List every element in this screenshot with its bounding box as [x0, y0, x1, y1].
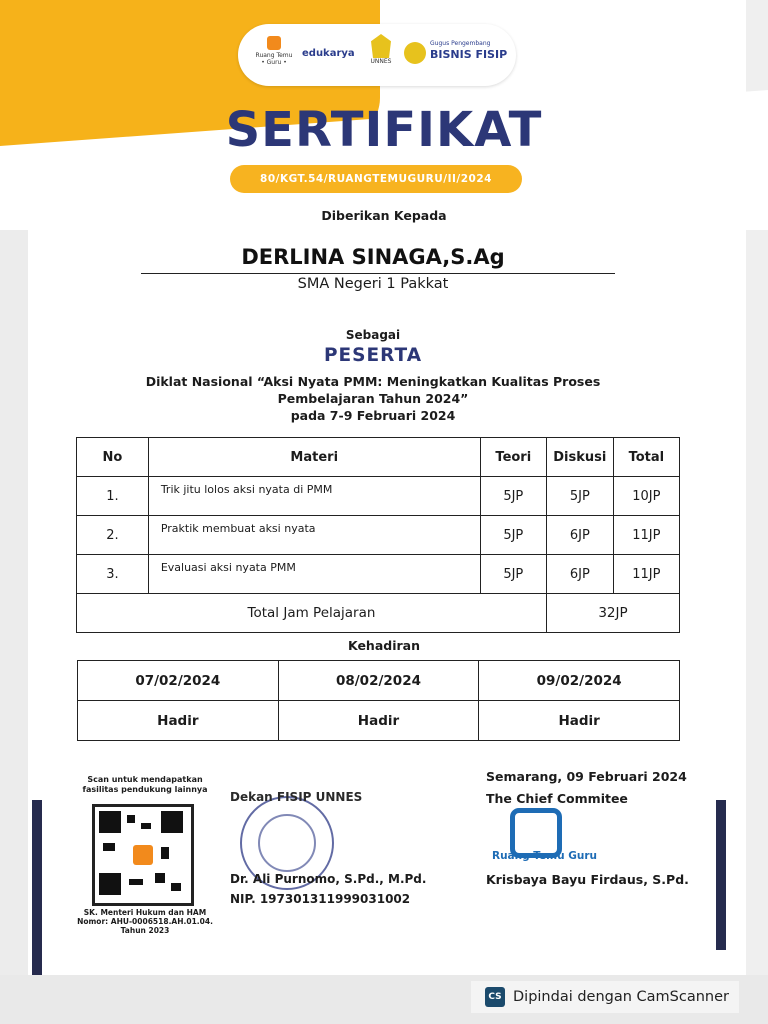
qr-code-icon[interactable]	[92, 804, 194, 906]
chief-name: Krisbaya Bayu Firdaus, S.Pd.	[486, 872, 689, 887]
header-total: Total	[613, 438, 679, 477]
signing-city-date: Semarang, 09 Februari 2024	[486, 769, 687, 784]
qr-caption: Scan untuk mendapatkan fasilitas pendukung lainnya	[82, 775, 208, 794]
certificate-number: 80/KGT.54/RUANGTEMUGURU/II/2024	[230, 165, 522, 193]
materials-table	[76, 437, 680, 633]
certificate-page: Ruang Temu • Guru • edukarya UNNES Gugus Pengembang BISNIS FISIP SERTIFIKAT 80/KGT.54/RUANGTEMUGURU/II/2024 Diberikan Kepada DERLINA SINAGA,S.Ag SMA Negeri 1 Pakkat Sebagai PESERTA Diklat Nasional “Aksi Nyata PMM: Meningkatkan Kualitas Proses Pembelajaran Tahun 2024” pada 7-9 Februari 2024 No Materi Teori Diskusi Total 1. Trik jitu lolos aksi nyata di PMM 5JP 5JP 10JP 2. Praktik membuat aksi nyata 5JP 6JP 11JP 3. Evaluasi aksi nyata PMM 5JP 6JP 11JP Total Jam Pelajaran 32JP Kehadiran 07/02/2024 08/02/2024 09/02/2024 Hadir Hadir Hadir Scan untuk mendapatkan fasilitas pendukung lainnya SK. Menteri Hukum dan HAM Nomor: AHU-0006518.AH.01.04. Tahun 2023 Dekan FISIP UNNES Dr. Ali Purnomo, S.Pd., M.Pd. NIP. 197301311999031002 Semarang, 09 Februari 2024 The Chief Commitee Ruang Temu Guru Krisbaya Bayu Firdaus, S.Pd. CS Dipindai dengan CamScanner	[0, 0, 768, 1024]
row-no: 3.	[77, 555, 149, 594]
row-materi: Trik jitu lolos aksi nyata di PMM	[148, 477, 480, 516]
attendance-table	[77, 660, 680, 741]
total-value: 32JP	[546, 594, 679, 633]
row-teori: 5JP	[480, 516, 546, 555]
as-label: Sebagai	[345, 328, 401, 342]
attendance-date: 07/02/2024	[78, 661, 279, 701]
ruang-temu-guru-logo: Ruang Temu • Guru •	[254, 36, 294, 66]
row-materi: Praktik membuat aksi nyata	[148, 516, 480, 555]
table-header-row	[77, 438, 680, 477]
recipient-name: DERLINA SINAGA,S.Ag	[241, 245, 505, 269]
chief-title: The Chief Commitee	[486, 791, 628, 806]
stamp-text: Ruang Temu Guru	[492, 850, 597, 862]
recipient-school: SMA Negeri 1 Pakkat	[297, 276, 449, 292]
role-label: PESERTA	[323, 345, 423, 366]
header-diskusi: Diskusi	[546, 438, 613, 477]
attendance-status: Hadir	[78, 701, 279, 741]
row-diskusi: 6JP	[546, 516, 613, 555]
row-teori: 5JP	[480, 477, 546, 516]
camscanner-watermark	[471, 981, 739, 1013]
legal-registration: SK. Menteri Hukum dan HAM Nomor: AHU-0006518.AH.01.04. Tahun 2023	[77, 908, 213, 935]
left-dark-stripe	[32, 800, 42, 980]
attendance-date: 09/02/2024	[479, 661, 680, 701]
event-description: Diklat Nasional “Aksi Nyata PMM: Meningkatkan Kualitas Proses Pembelajaran Tahun 2024” pada 7-9 Februari 2024	[145, 374, 601, 423]
header-teori: Teori	[480, 438, 546, 477]
attendance-heading: Kehadiran	[347, 638, 420, 653]
table-row	[77, 516, 680, 555]
given-to-label: Diberikan Kepada	[321, 208, 447, 223]
camscanner-icon: CS	[485, 987, 505, 1007]
total-label: Total Jam Pelajaran	[77, 594, 547, 633]
edukarya-logo: edukarya	[302, 48, 355, 59]
table-row	[77, 477, 680, 516]
ruang-temu-guru-icon	[267, 36, 281, 50]
unnes-seal-inner	[258, 814, 316, 872]
row-materi: Evaluasi aksi nyata PMM	[148, 555, 480, 594]
unnes-emblem-icon	[371, 34, 391, 58]
certificate-title: SERTIFIKAT	[225, 102, 543, 158]
dean-name: Dr. Ali Purnomo, S.Pd., M.Pd.	[230, 872, 427, 886]
row-no: 2.	[77, 516, 149, 555]
row-total: 10JP	[613, 477, 679, 516]
dean-title: Dekan FISIP UNNES	[230, 790, 363, 804]
header-no: No	[77, 438, 149, 477]
attendance-status: Hadir	[278, 701, 479, 741]
attendance-date: 08/02/2024	[278, 661, 479, 701]
dean-nip: NIP. 197301311999031002	[230, 892, 411, 906]
unnes-logo: UNNES	[367, 34, 395, 65]
row-teori: 5JP	[480, 555, 546, 594]
row-diskusi: 5JP	[546, 477, 613, 516]
attendance-dates-row	[78, 661, 680, 701]
name-underline	[141, 273, 615, 274]
attendance-status: Hadir	[479, 701, 680, 741]
qr-center-logo-icon	[133, 845, 153, 865]
total-row	[77, 594, 680, 633]
row-total: 11JP	[613, 555, 679, 594]
right-dark-stripe	[716, 800, 726, 950]
bisnis-fisip-emblem-icon	[404, 42, 426, 64]
row-no: 1.	[77, 477, 149, 516]
attendance-status-row	[78, 701, 680, 741]
header-materi: Materi	[148, 438, 480, 477]
camscanner-text: Dipindai dengan CamScanner	[513, 989, 730, 1005]
row-total: 11JP	[613, 516, 679, 555]
row-diskusi: 6JP	[546, 555, 613, 594]
table-row	[77, 555, 680, 594]
